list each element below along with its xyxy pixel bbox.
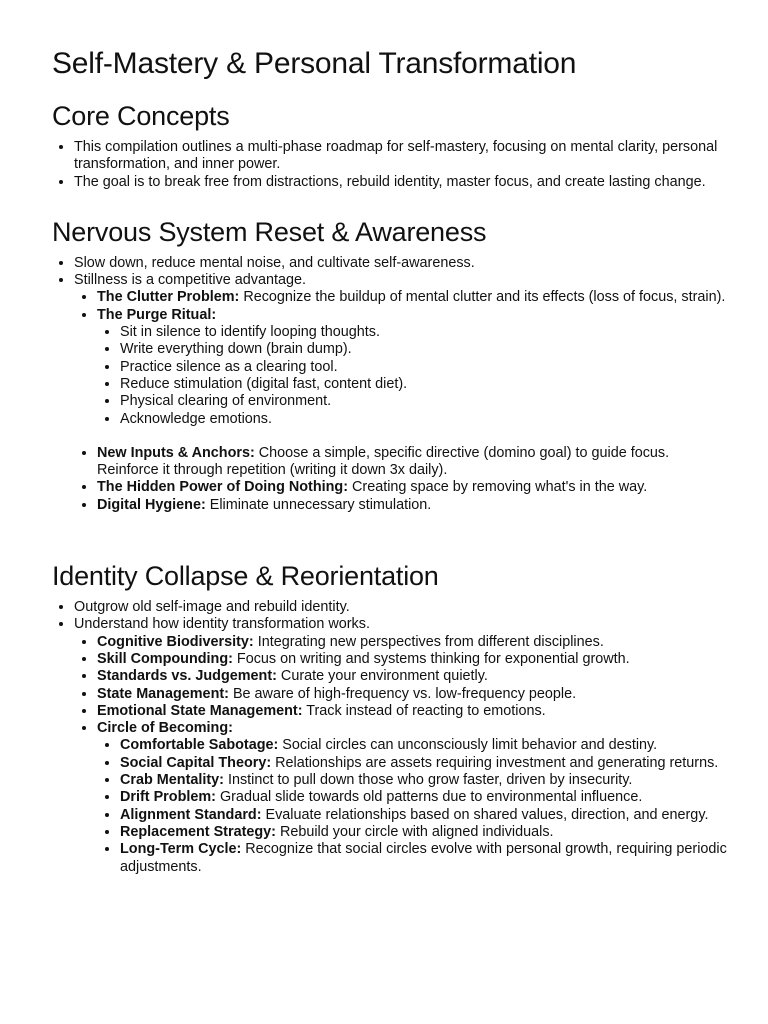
item-text: Choose a simple, specific directive (domino goal) to guide focus. Reinforce it through repetition (writing it down 3x daily). <box>97 444 670 479</box>
list-item <box>97 479 728 496</box>
purge-steps-list <box>97 324 728 428</box>
list-item <box>97 720 728 876</box>
list-item <box>120 841 728 876</box>
list-item <box>97 497 728 514</box>
nervous-system-list <box>52 255 728 514</box>
list-item <box>120 824 728 841</box>
heading-identity-collapse: Identity Collapse & Reorientation <box>52 561 439 592</box>
list-item <box>97 307 728 428</box>
core-concepts-list <box>52 139 728 191</box>
list-item-text: Stillness is a competitive advantage. <box>74 272 306 289</box>
item-label: Crab Mentality: <box>120 772 224 789</box>
item-text: Creating space by removing what's in the way. <box>348 479 648 496</box>
list-item <box>120 789 728 806</box>
list-item <box>120 737 728 754</box>
list-item <box>74 616 728 875</box>
list-item <box>97 445 728 480</box>
list-item-text: Understand how identity transformation works. <box>74 616 370 633</box>
item-label: Alignment Standard: <box>120 806 262 823</box>
nervous-sublist <box>74 289 728 514</box>
section-spacer <box>52 544 728 559</box>
item-label: The Hidden Power of Doing Nothing: <box>97 479 349 496</box>
item-text: Evaluate relationships based on shared values, direction, and energy. <box>261 806 709 823</box>
list-item <box>74 272 728 514</box>
item-label: State Management: <box>97 685 229 702</box>
list-item <box>97 686 728 703</box>
item-label: Skill Compounding: <box>97 650 233 667</box>
list-item: • Acknowledge emotions. <box>120 411 728 428</box>
item-label: Replacement Strategy: <box>120 823 276 840</box>
item-text: Rebuild your circle with aligned individuals. <box>275 823 554 840</box>
item-label: Emotional State Management: <box>97 702 303 719</box>
item-label: Cognitive Biodiversity: <box>97 633 254 650</box>
list-item <box>97 651 728 668</box>
item-label: New Inputs & Anchors: <box>97 444 255 461</box>
item-text: Instinct to pull down those who grow faster, driven by insecurity. <box>223 772 633 789</box>
item-label: Long-Term Cycle: <box>120 841 242 858</box>
list-item <box>120 807 728 824</box>
circle-of-becoming-list <box>97 737 728 875</box>
list-item: • Physical clearing of environment. <box>120 393 728 410</box>
item-label: The Clutter Problem: <box>97 289 240 306</box>
item-label: Circle of Becoming: <box>97 720 233 737</box>
list-item: • The goal is to break free from distractions, rebuild identity, master focus, and create lasting change. <box>74 174 728 191</box>
identity-list <box>52 599 728 876</box>
list-item: • This compilation outlines a multi-phase roadmap for self-mastery, focusing on mental clarity, personal transformation, and inner power. <box>74 139 728 174</box>
item-label: Drift Problem: <box>120 789 216 806</box>
item-text: Recognize the buildup of mental clutter and its effects (loss of focus, strain). <box>239 289 726 306</box>
list-item <box>97 703 728 720</box>
item-text: Social circles can unconsciously limit behavior and destiny. <box>278 737 658 754</box>
item-label: Social Capital Theory: <box>120 754 272 771</box>
item-text: Curate your environment quietly. <box>276 668 488 685</box>
item-text: Integrating new perspectives from different disciplines. <box>253 633 604 650</box>
heading-nervous-system: Nervous System Reset & Awareness <box>52 216 487 247</box>
list-item <box>120 772 728 789</box>
list-item: • Practice silence as a clearing tool. <box>120 359 728 376</box>
list-item <box>97 289 728 306</box>
item-text: Gradual slide towards old patterns due to environmental influence. <box>215 789 643 806</box>
item-label: Standards vs. Judgement: <box>97 668 277 685</box>
list-item: • Sit in silence to identify looping thoughts. <box>120 324 728 341</box>
identity-sublist <box>74 634 728 876</box>
page-title: Self-Mastery & Personal Transformation <box>52 47 577 80</box>
item-text: Be aware of high-frequency vs. low-frequency people. <box>228 685 577 702</box>
item-text: Focus on writing and systems thinking for exponential growth. <box>232 650 630 667</box>
item-label: Comfortable Sabotage: <box>120 737 279 754</box>
list-item <box>97 634 728 651</box>
list-item <box>120 755 728 772</box>
item-label: Digital Hygiene: <box>97 496 206 513</box>
list-item: • Write everything down (brain dump). <box>120 341 728 358</box>
list-item: • Slow down, reduce mental noise, and cultivate self-awareness. <box>74 255 728 272</box>
item-text: Eliminate unnecessary stimulation. <box>205 496 432 513</box>
list-item: • Outgrow old self-image and rebuild identity. <box>74 599 728 616</box>
item-label: The Purge Ritual: <box>97 306 217 323</box>
item-text: Track instead of reacting to emotions. <box>302 702 546 719</box>
list-item <box>97 668 728 685</box>
list-item: • Reduce stimulation (digital fast, content diet). <box>120 376 728 393</box>
item-text: Relationships are assets requiring investment and generating returns. <box>271 754 719 771</box>
item-text: Recognize that social circles evolve with personal growth, requiring periodic adjustments. <box>120 841 727 875</box>
heading-core-concepts: Core Concepts <box>52 101 230 131</box>
